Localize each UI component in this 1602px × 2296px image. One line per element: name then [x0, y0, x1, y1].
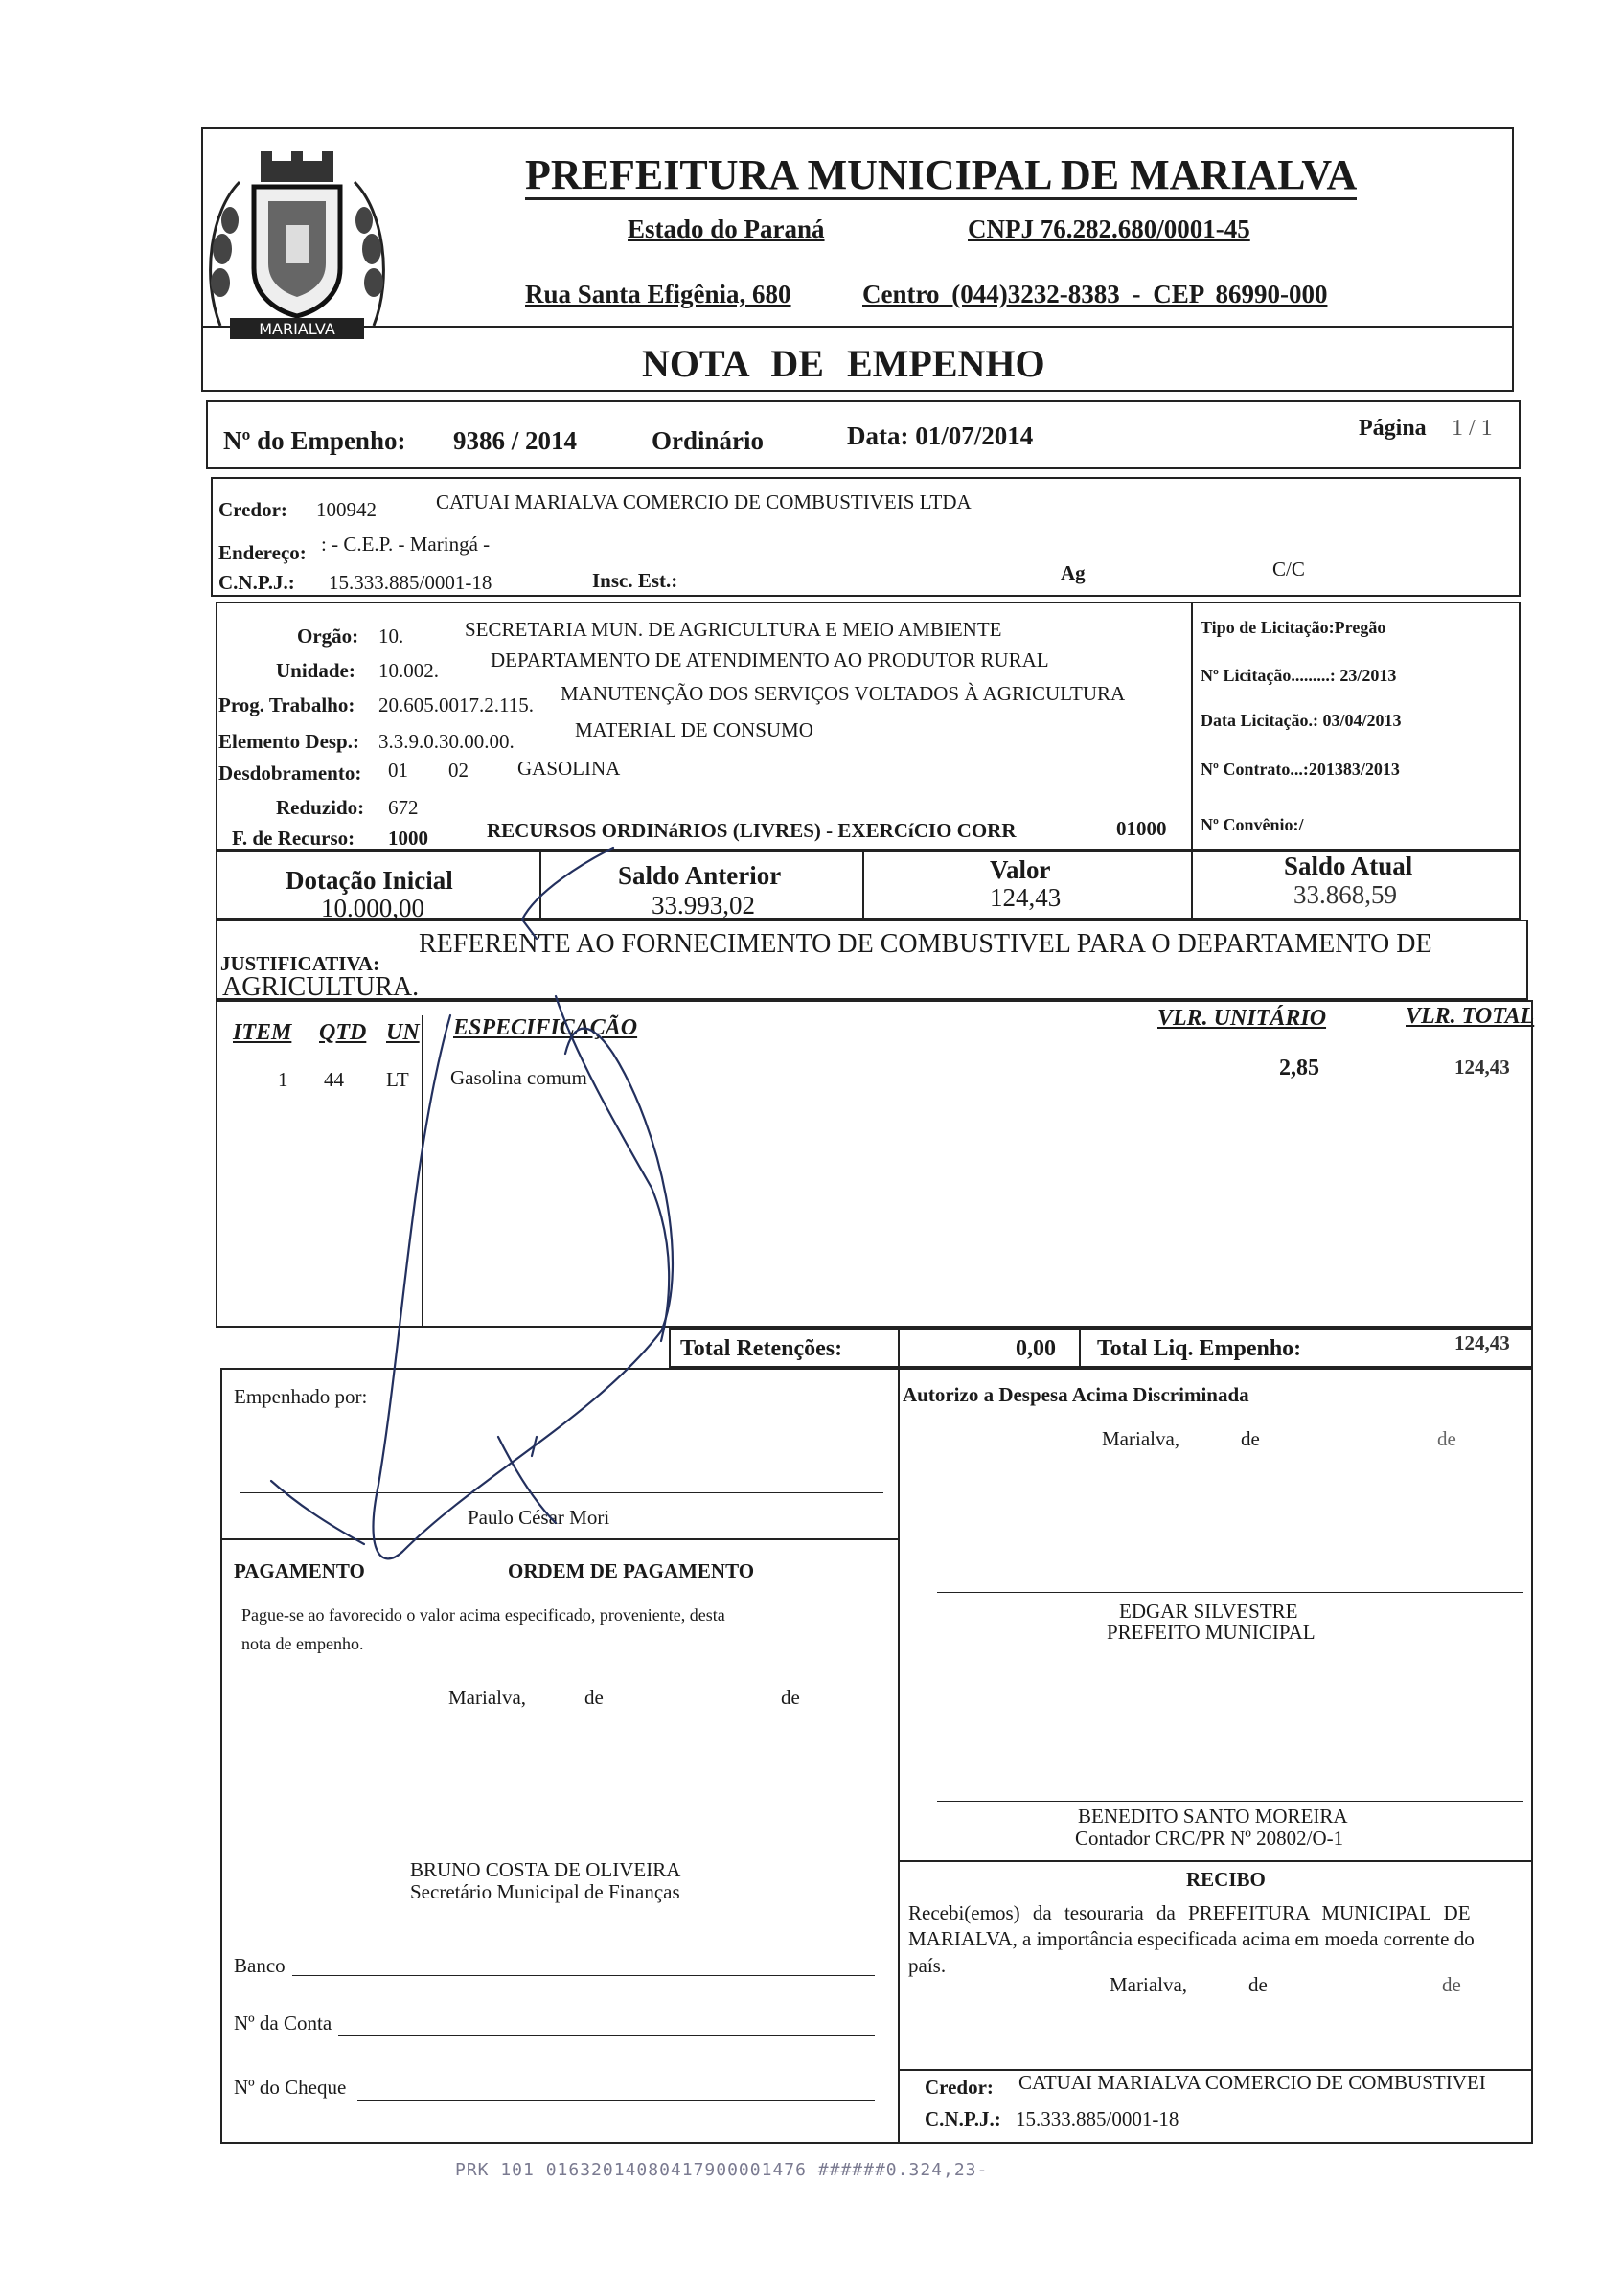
saldo-atual-label: Saldo Atual	[1284, 852, 1413, 880]
empenhado-label: Empenhado por:	[234, 1385, 368, 1408]
contrato-number: Nº Contrato...:201383/2013	[1201, 760, 1400, 779]
col-item-header: ITEM	[233, 1020, 292, 1045]
cnpj-value: 15.333.885/0001-18	[329, 571, 492, 594]
ag-label: Ag	[1061, 561, 1086, 584]
col-qtd-header: QTD	[319, 1020, 367, 1045]
recibo-title: RECIBO	[1186, 1868, 1266, 1891]
elem-label: Elemento Desp.:	[218, 730, 359, 753]
conta-label: Nº da Conta	[234, 2012, 332, 2035]
empenhado-name: Paulo César Mori	[468, 1506, 610, 1529]
footer-code: PRK 101 01632014080417900001476 ######0.324,23-	[455, 2160, 989, 2180]
recibo-credor-name: CATUAI MARIALVA COMERCIO DE COMBUSTIVEI	[1018, 2071, 1486, 2094]
pague-line2: nota de empenho.	[241, 1634, 364, 1653]
city-cnpj: CNPJ 76.282.680/0001-45	[968, 215, 1250, 243]
desdob-name: GASOLINA	[517, 757, 621, 780]
licitacao-tipo: Tipo de Licitação:Pregão	[1201, 618, 1386, 637]
prog-label: Prog. Trabalho:	[218, 693, 355, 716]
recibo-credor-label: Credor:	[925, 2076, 994, 2099]
elem-name: MATERIAL DE CONSUMO	[575, 718, 813, 741]
dotacao-value: 10.000,00	[321, 894, 424, 922]
col-un-header: UN	[386, 1020, 420, 1045]
justificativa-line1: REFERENTE AO FORNECIMENTO DE COMBUSTIVEL PARA O DEPARTAMENTO DE	[419, 929, 1432, 959]
contador-name: BENEDITO SANTO MOREIRA	[1078, 1805, 1348, 1828]
licitacao-data: Data Licitação.: 03/04/2013	[1201, 711, 1402, 730]
document-title: NOTA DE EMPENHO	[642, 342, 1045, 385]
banco-label: Banco	[234, 1954, 286, 1977]
recibo-line3: país.	[908, 1954, 947, 1977]
pagamento-de2: de	[781, 1686, 800, 1709]
empenho-label: Nº do Empenho:	[223, 426, 406, 455]
col-vlr-total-header: VLR. TOTAL	[1406, 1004, 1535, 1029]
valor-value: 124,43	[990, 883, 1062, 912]
recurso-name: RECURSOS ORDINáRIOS (LIVRES) - EXERCíCIO CORR	[487, 819, 1017, 842]
col-esp-header: ESPECIFICAÇÃO	[453, 1015, 638, 1040]
unidade-name: DEPARTAMENTO DE ATENDIMENTO AO PRODUTOR RURAL	[491, 648, 1049, 671]
contador-role: Contador CRC/PR Nº 20802/O-1	[1075, 1827, 1344, 1850]
empenho-number: 9386 / 2014	[453, 426, 578, 455]
svg-text:MARIALVA: MARIALVA	[259, 320, 335, 338]
row-item: 1	[278, 1068, 288, 1091]
row-un: LT	[386, 1068, 409, 1091]
prefeito-role: PREFEITO MUNICIPAL	[1107, 1621, 1316, 1644]
desdob-b: 02	[448, 759, 469, 782]
credor-label: Credor:	[218, 498, 287, 521]
saldo-anterior-value: 33.993,02	[652, 891, 755, 920]
credor-name: CATUAI MARIALVA COMERCIO DE COMBUSTIVEIS LTDA	[436, 490, 972, 513]
orgao-label: Orgão:	[297, 625, 359, 648]
cheque-label: Nº do Cheque	[234, 2076, 347, 2099]
pagamento-de1: de	[584, 1686, 604, 1709]
prefeito-name: EDGAR SILVESTRE	[1119, 1600, 1298, 1623]
secretario-name: BRUNO COSTA DE OLIVEIRA	[410, 1858, 681, 1881]
address-contact: Centro (044)3232-8383 - CEP 86990-000	[862, 280, 1328, 308]
street-address: Rua Santa Efigênia, 680	[525, 280, 791, 308]
orgao-code: 10.	[378, 625, 404, 648]
recibo-de2: de	[1442, 1973, 1461, 1996]
autorizo-marialva: Marialva,	[1102, 1427, 1180, 1450]
pagamento-marialva: Marialva,	[448, 1686, 527, 1709]
page-label: Página	[1359, 416, 1427, 441]
pagamento-label: PAGAMENTO	[234, 1559, 365, 1582]
pague-line1: Pague-se ao favorecido o valor acima especificado, proveniente, desta	[241, 1605, 725, 1625]
endereco-value: : - C.E.P. - Maringá -	[321, 533, 491, 556]
recibo-line1: Recebi(emos) da tesouraria da PREFEITURA MUNICIPAL DE	[908, 1901, 1471, 1924]
municipality-title: PREFEITURA MUNICIPAL DE MARIALVA	[525, 151, 1358, 198]
insc-label: Insc. Est.:	[592, 569, 678, 592]
liq-value: 124,43	[1454, 1331, 1510, 1354]
elem-code: 3.3.9.0.30.00.00.	[378, 730, 515, 753]
ordem-pagamento-label: ORDEM DE PAGAMENTO	[508, 1559, 755, 1582]
reduzido-value: 672	[388, 796, 419, 819]
valor-label: Valor	[990, 855, 1051, 884]
convenio-number: Nº Convênio:/	[1201, 815, 1304, 834]
state-name: Estado do Paraná	[628, 215, 825, 243]
justificativa-line2: AGRICULTURA.	[222, 972, 420, 1002]
unidade-code: 10.002.	[378, 659, 439, 682]
empenho-type: Ordinário	[652, 426, 765, 455]
saldo-atual-value: 33.868,59	[1293, 880, 1397, 909]
retencoes-value: 0,00	[1016, 1336, 1056, 1361]
recibo-marialva: Marialva,	[1110, 1973, 1188, 1996]
credor-code: 100942	[316, 498, 377, 521]
justificativa-label: JUSTIFICATIVA:	[220, 952, 380, 975]
row-esp: Gasolina comum	[450, 1066, 587, 1089]
unidade-label: Unidade:	[276, 659, 355, 682]
recurso-code: 1000	[388, 827, 428, 850]
autorizo-de1: de	[1241, 1427, 1260, 1450]
recibo-line2: MARIALVA, a importância especificada acima em moeda corrente do	[908, 1927, 1475, 1950]
cc-label: C/C	[1272, 557, 1305, 580]
row-qtd: 44	[324, 1068, 344, 1091]
prog-code: 20.605.0017.2.115.	[378, 693, 534, 716]
desdob-a: 01	[388, 759, 408, 782]
licitacao-numero: Nº Licitação.........: 23/2013	[1201, 666, 1397, 685]
recurso-label: F. de Recurso:	[232, 827, 355, 850]
recibo-cnpj-label: C.N.P.J.:	[925, 2107, 1001, 2130]
autorizo-text: Autorizo a Despesa Acima Discriminada	[903, 1383, 1249, 1406]
empenho-date: Data: 01/07/2014	[847, 421, 1034, 450]
page-value: 1 / 1	[1452, 416, 1493, 441]
retencoes-label: Total Retenções:	[680, 1336, 843, 1361]
orgao-name: SECRETARIA MUN. DE AGRICULTURA E MEIO AMBIENTE	[465, 618, 1002, 641]
desdob-label: Desdobramento:	[218, 762, 362, 784]
prog-name: MANUTENÇÃO DOS SERVIÇOS VOLTADOS À AGRICULTURA	[561, 682, 1126, 705]
row-vlr-unit: 2,85	[1279, 1056, 1319, 1080]
recibo-de1: de	[1248, 1973, 1268, 1996]
cnpj-label: C.N.P.J.:	[218, 571, 295, 594]
dotacao-label: Dotação Inicial	[286, 866, 453, 895]
endereco-label: Endereço:	[218, 541, 307, 564]
recurso-num: 01000	[1116, 817, 1167, 840]
saldo-anterior-label: Saldo Anterior	[618, 861, 782, 890]
liq-label: Total Liq. Empenho:	[1097, 1336, 1302, 1361]
recibo-cnpj-value: 15.333.885/0001-18	[1016, 2107, 1179, 2130]
col-vlr-unit-header: VLR. UNITÁRIO	[1157, 1006, 1327, 1031]
secretario-role: Secretário Municipal de Finanças	[410, 1880, 680, 1903]
reduzido-label: Reduzido:	[276, 796, 365, 819]
row-vlr-total: 124,43	[1454, 1056, 1510, 1079]
autorizo-de2: de	[1437, 1427, 1456, 1450]
